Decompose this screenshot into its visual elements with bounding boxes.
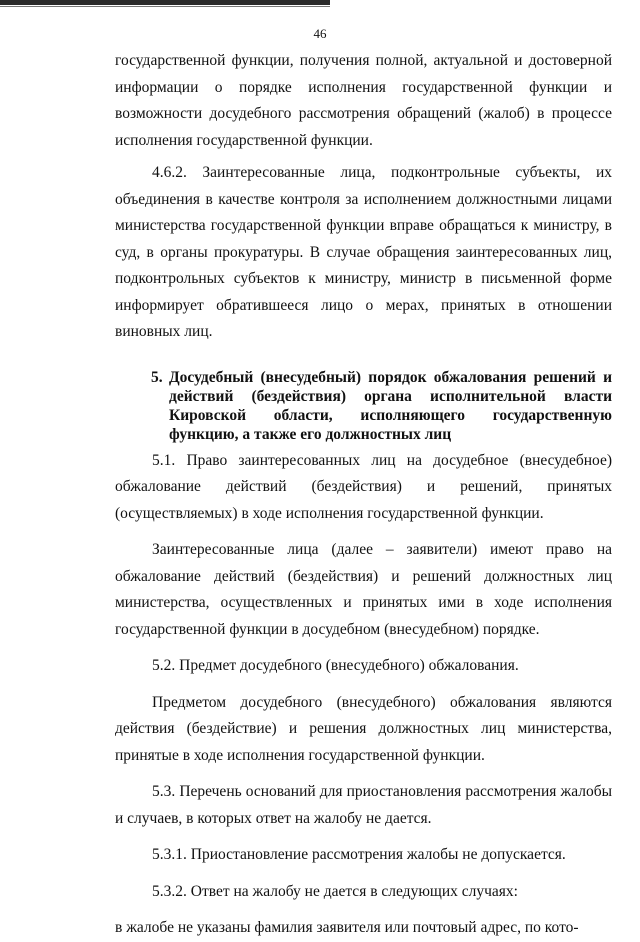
top-border-thin-line bbox=[0, 6, 330, 7]
paragraph: 5.3.1. Приостановление рассмотрения жалобы не допускается. bbox=[152, 846, 566, 863]
paragraph: Предметом досудебного (внесудебного) обжалования являются действия (бездействие) и решения должностных лиц министерства, принятые в ходе исполнения государственной функции. bbox=[115, 693, 612, 764]
paragraph: Заинтересованные лица (далее – заявители) имеют право на обжалование действий (бездействия) и решений должностных лиц министерства, осуществленных и принятых ими в ходе исполнения государственной функции в досудебном (внесудебном) порядке. bbox=[115, 541, 612, 638]
paragraph: 4.6.2. Заинтересованные лица, подконтрольные субъекты, их объединения в качестве контроля за исполнением должностными лицами министерства государственной функции вправе обращаться к министру, в суд, в органы прокуратуры. В случае обращения заинтересованных лиц, подконтрольных субъектов к министру, министр в письменной форме информирует обратившееся лицо о мерах, принятых в отношении виновных лиц. bbox=[115, 164, 612, 340]
page-number: 46 bbox=[313, 26, 327, 41]
document-body bbox=[115, 48, 612, 942]
section-heading-number: 5. bbox=[151, 368, 163, 386]
paragraph: 5.2. Предмет досудебного (внесудебного) обжалования. bbox=[152, 657, 519, 674]
section-heading bbox=[115, 368, 612, 444]
paragraph: 5.3.2. Ответ на жалобу не дается в следующих случаях: bbox=[152, 882, 518, 900]
paragraph: в жалобе не указаны фамилия заявителя или почтовый адрес, по кото- bbox=[115, 919, 579, 936]
paragraph: государственной функции, получения полной, актуальной и достоверной информации о порядке исполнения государственной функции и возможности досудебного рассмотрения обращений (жалоб) в процессе исполнения государственной функции. bbox=[115, 52, 612, 149]
paragraph: 5.1. Право заинтересованных лиц на досудебное (внесудебное) обжалование действий (бездействия) и решений, принятых (осуществляемых) в ходе исполнения государственной функции. bbox=[115, 451, 612, 522]
top-border-line bbox=[0, 0, 330, 5]
section-heading-text: Досудебный (внесудебный) порядок обжалования решений и действий (бездействия) органа исполнительной власти Кировской области, исполняющего государственную функцию, а также его должностных лиц bbox=[169, 368, 612, 443]
paragraph: 5.3. Перечень оснований для приостановления рассмотрения жалобы и случаев, в которых ответ на жалобу не дается. bbox=[115, 783, 612, 827]
